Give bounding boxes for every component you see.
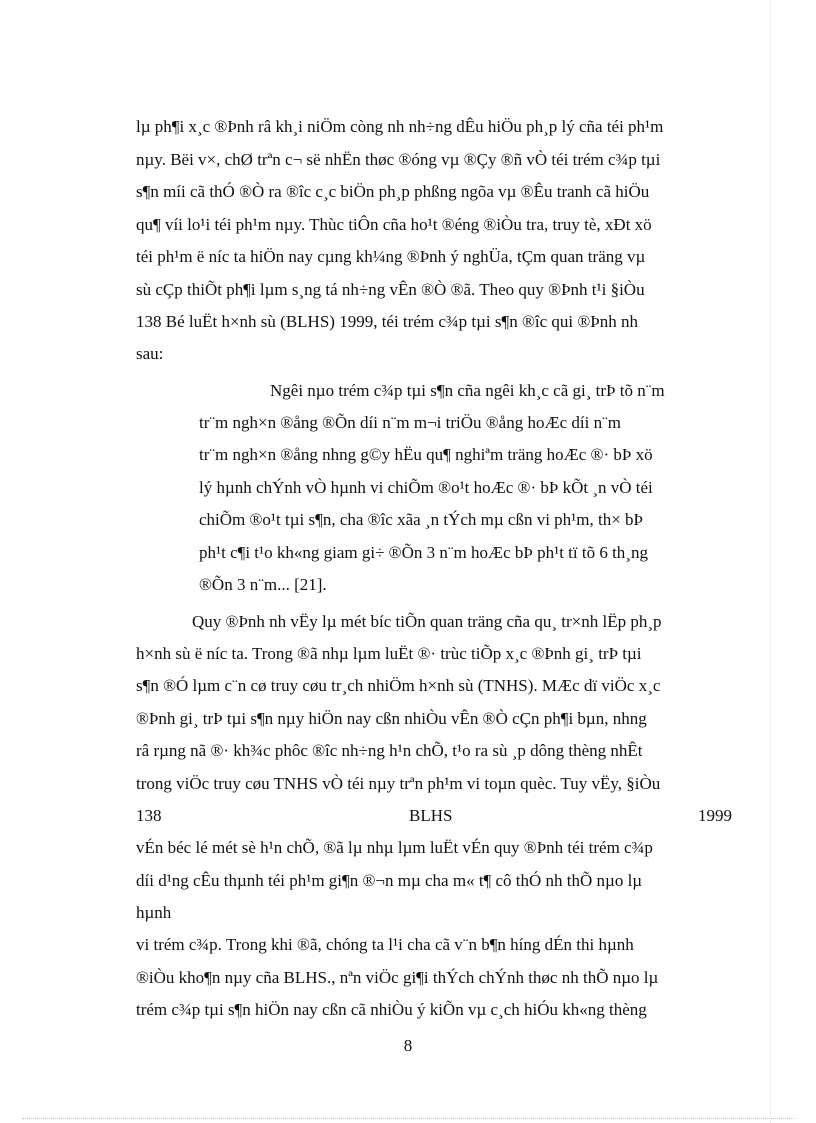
body-line: 138 Bé luËt h×nh sù (BLHS) 1999, téi trém c¾p tµi s¶n ®îc qui ®Þnh nh [136, 312, 638, 331]
body-line: Quy ®Þnh nh vËy lµ mét bíc tiÕn quan träng cña qu¸ tr×nh lËp ph¸p [192, 612, 662, 631]
body-line: vi trém c¾p. Trong khi ®ã, chóng ta l¹i cha cã v¨n b¶n híng dÉn thi hµnh [136, 935, 634, 954]
body-line: téi ph¹m ë níc ta hiÖn nay cµng kh¼ng ®Þnh ý nghÜa, tÇm quan träng vµ [136, 247, 646, 266]
body-line: nµy. Bëi v×, chØ trªn c¬ së nhËn thøc ®óng vµ ®Çy ®ñ vÒ téi trém c¾p tµi [136, 150, 661, 169]
quote-line: tr¨m ngh×n ®ång ®Õn díi n¨m m¬i triÖu ®ång hoÆc díi n¨m [199, 413, 621, 432]
body-line: s¶n míi cã thÓ ®Ò ra ®îc c¸c biÖn ph¸p phßng ngõa vµ ®Êu tranh cã hiÖu [136, 182, 650, 201]
body-line: ®Þnh gi¸ trÞ tµi s¶n nµy hiÖn nay cßn nhiÒu vÊn ®Ò cÇn ph¶i bµn, nhng [136, 709, 647, 728]
body-line: qu¶ víi lo¹i téi ph¹m nµy. Thùc tiÔn cña ho¹t ®éng ®iÒu tra, truy tè, xÐt xö [136, 215, 652, 234]
body-line: sù cÇp thiÕt ph¶i lµm s¸ng tá nh÷ng vÊn ®Ò ®ã. Theo quy ®Þnh t¹i §iÒu [136, 280, 645, 299]
quote-line: ph¹t c¶i t¹o kh«ng giam gi÷ ®Õn 3 n¨m hoÆc bÞ ph¹t tï tõ 6 th¸ng [199, 543, 648, 562]
body-line: sau: [136, 344, 164, 363]
body-line: s¶n ®Ó lµm c¨n cø truy cøu tr¸ch nhiÖm h×nh sù (TNHS). MÆc dï viÖc x¸c [136, 676, 661, 695]
page-number: 8 [403, 1036, 413, 1055]
split-line-right: 1999 [698, 806, 732, 825]
quote-line: chiÕm ®o¹t tµi s¶n, cha ®îc xãa ¸n tÝch mµ cßn vi ph¹m, th× bÞ [199, 510, 644, 529]
body-line: trong viÖc truy cøu TNHS vÒ téi nµy trªn ph¹m vi toµn quèc. Tuy vËy, §iÒu [136, 774, 661, 793]
body-line: râ rµng nã ®· kh¾c phôc ®îc nh÷ng h¹n chÕ, t¹o ra sù ¸p dông thèng nhÊt [136, 741, 643, 760]
body-line: h×nh sù ë níc ta. Trong ®ã nhµ lµm luËt ®· trùc tiÕp x¸c ®Þnh gi¸ trÞ tµi [136, 644, 642, 663]
quote-line: lý hµnh chÝnh vÒ hµnh vi chiÕm ®o¹t hoÆc ®· bÞ kÕt ¸n vÒ téi [199, 478, 653, 497]
quote-line: tr¨m ngh×n ®ång nhng g©y hËu qu¶ nghiªm träng hoÆc ®· bÞ xö [199, 445, 653, 464]
quote-line: ®Õn 3 n¨m... [21]. [199, 575, 327, 594]
body-line: ®iÒu kho¶n nµy cña BLHS., nªn viÖc gi¶i thÝch chÝnh thøc nh thÕ nµo lµ [136, 968, 659, 987]
body-line: lµ ph¶i x¸c ®Þnh râ kh¸i niÖm còng nh nh÷ng dÊu hiÖu ph¸p lý cña téi ph¹m [136, 117, 664, 136]
page-bottom-rule [22, 1118, 794, 1119]
body-line: vÉn béc lé mét sè h¹n chÕ, ®ã lµ nhµ lµm luËt vÉn quy ®Þnh téi trém c¾p [136, 838, 653, 857]
split-line-center: BLHS [409, 806, 453, 825]
split-line-left: 138 [136, 806, 162, 825]
quote-line: Ngêi nµo trém c¾p tµi s¶n cña ngêi kh¸c cã gi¸ trÞ tõ n¨m [270, 381, 665, 400]
body-line: hµnh [136, 903, 172, 922]
body-line: trém c¾p tµi s¶n hiÖn nay cßn cã nhiÒu ý kiÕn vµ c¸ch hiÓu kh«ng thèng [136, 1000, 647, 1019]
page-margin-rule [770, 0, 773, 1123]
body-line: díi d¹ng cÊu thµnh téi ph¹m gi¶n ®¬n mµ cha m« t¶ cô thÓ nh thÕ nµo lµ [136, 871, 643, 890]
